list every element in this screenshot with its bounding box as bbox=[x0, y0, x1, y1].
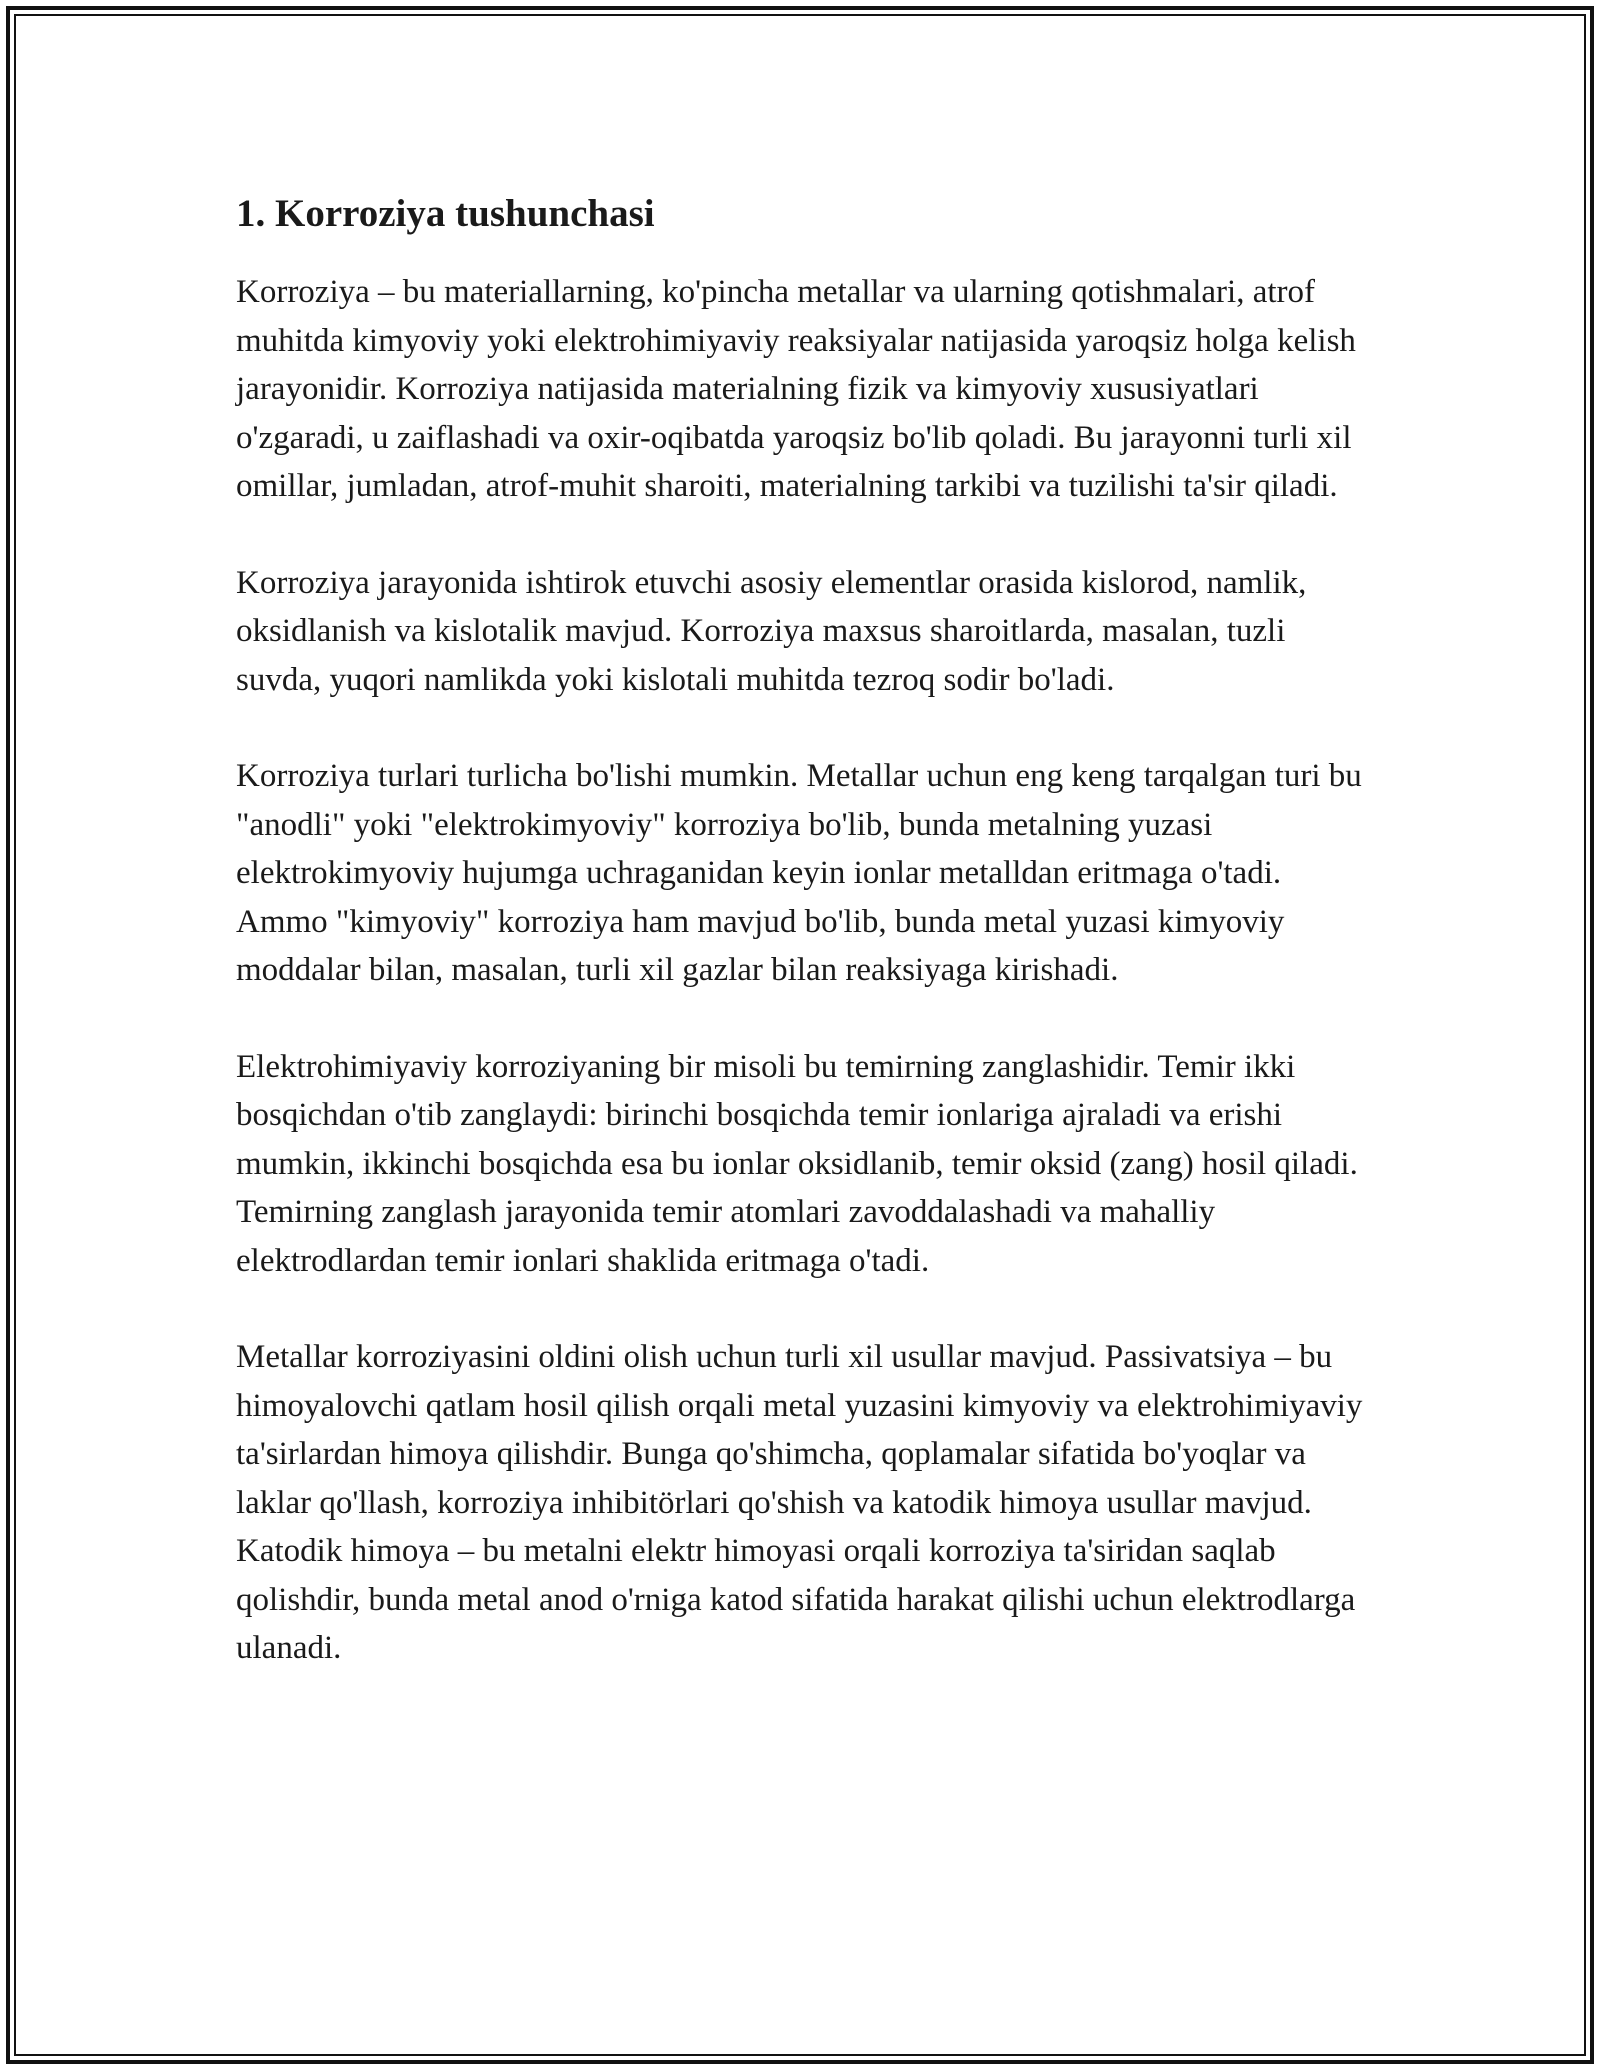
paragraph-2: Korroziya jarayonida ishtirok etuvchi asosiy elementlar orasida kislorod, namlik, oksidlanish va kislotalik mavjud. Korroziya maxsus sharoitlarda, masalan, tuzli suvda, yuqori namlikda yoki kislotali muhitda tezroq sodir bo'ladi. bbox=[236, 564, 1307, 698]
paragraph-5: Metallar korroziyasini oldini olish uchun turli xil usullar mavjud. Passivatsiya – bu himoyalovchi qatlam hosil qilish orqali metal yuzasini kimyoviy va elektrohimiyaviy ta'sirlardan himoya qilishdir. Bunga qo'shimcha, qoplamalar sifatida bo'yoqlar va laklar qo'llash, korroziya inhibitörlari qo'shish va katodik himoya usullar mavjud. Katodik himoya – bu metalni elektr himoyasi orqali korroziya ta'siridan saqlab qolishdir, bunda metal anod o'rniga katod sifatida harakat qilishi uchun elektrodlarga ulanadi. bbox=[236, 1339, 1363, 1666]
paragraph-3: Korroziya turlari turlicha bo'lishi mumkin. Metallar uchun eng keng tarqalgan turi bu "anodli" yoki "elektrokimyoviy" korroziya bo'lib, bunda metalning yuzasi elektrokimyoviy hujumga uchraganidan keyin ionlar metalldan eritmaga o'tadi. Ammo "kimyoviy" korroziya ham mavjud bo'lib, bunda metal yuzasi kimyoviy moddalar bilan, masalan, turli xil gazlar bilan reaksiyaga kirishadi. bbox=[236, 758, 1362, 988]
paragraph-1: Korroziya – bu materiallarning, ko'pincha metallar va ularning qotishmalari, atrof muhitda kimyoviy yoki elektrohimiyaviy reaksiyalar natijasida yaroqsiz holga kelish jarayonidir. Korroziya natijasida materialning fizik va kimyoviy xususiyatlari o'zgaradi, u zaiflashadi va oxir-oqibatda yaroqsiz bo'lib qoladi. Bu jarayonni turli xil omillar, jumladan, atrof-muhit sharoiti, materialning tarkibi va tuzilishi ta'sir qiladi. bbox=[236, 274, 1356, 504]
paragraph-4: Elektrohimiyaviy korroziyaning bir misoli bu temirning zanglashidir. Temir ikki bosqichdan o'tib zanglaydi: birinchi bosqichda temir ionlariga ajraladi va erishi mumkin, ikkinchi bosqichda esa bu ionlar oksidlanib, temir oksid (zang) hosil qiladi. Temirning zanglash jarayonida temir atomlari zavoddalashadi va mahalliy elektrodlardan temir ionlari shaklida eritmaga o'tadi. bbox=[236, 1048, 1358, 1279]
section-title: 1. Korroziya tushunchasi bbox=[236, 192, 655, 235]
document-body bbox=[236, 186, 1376, 1721]
